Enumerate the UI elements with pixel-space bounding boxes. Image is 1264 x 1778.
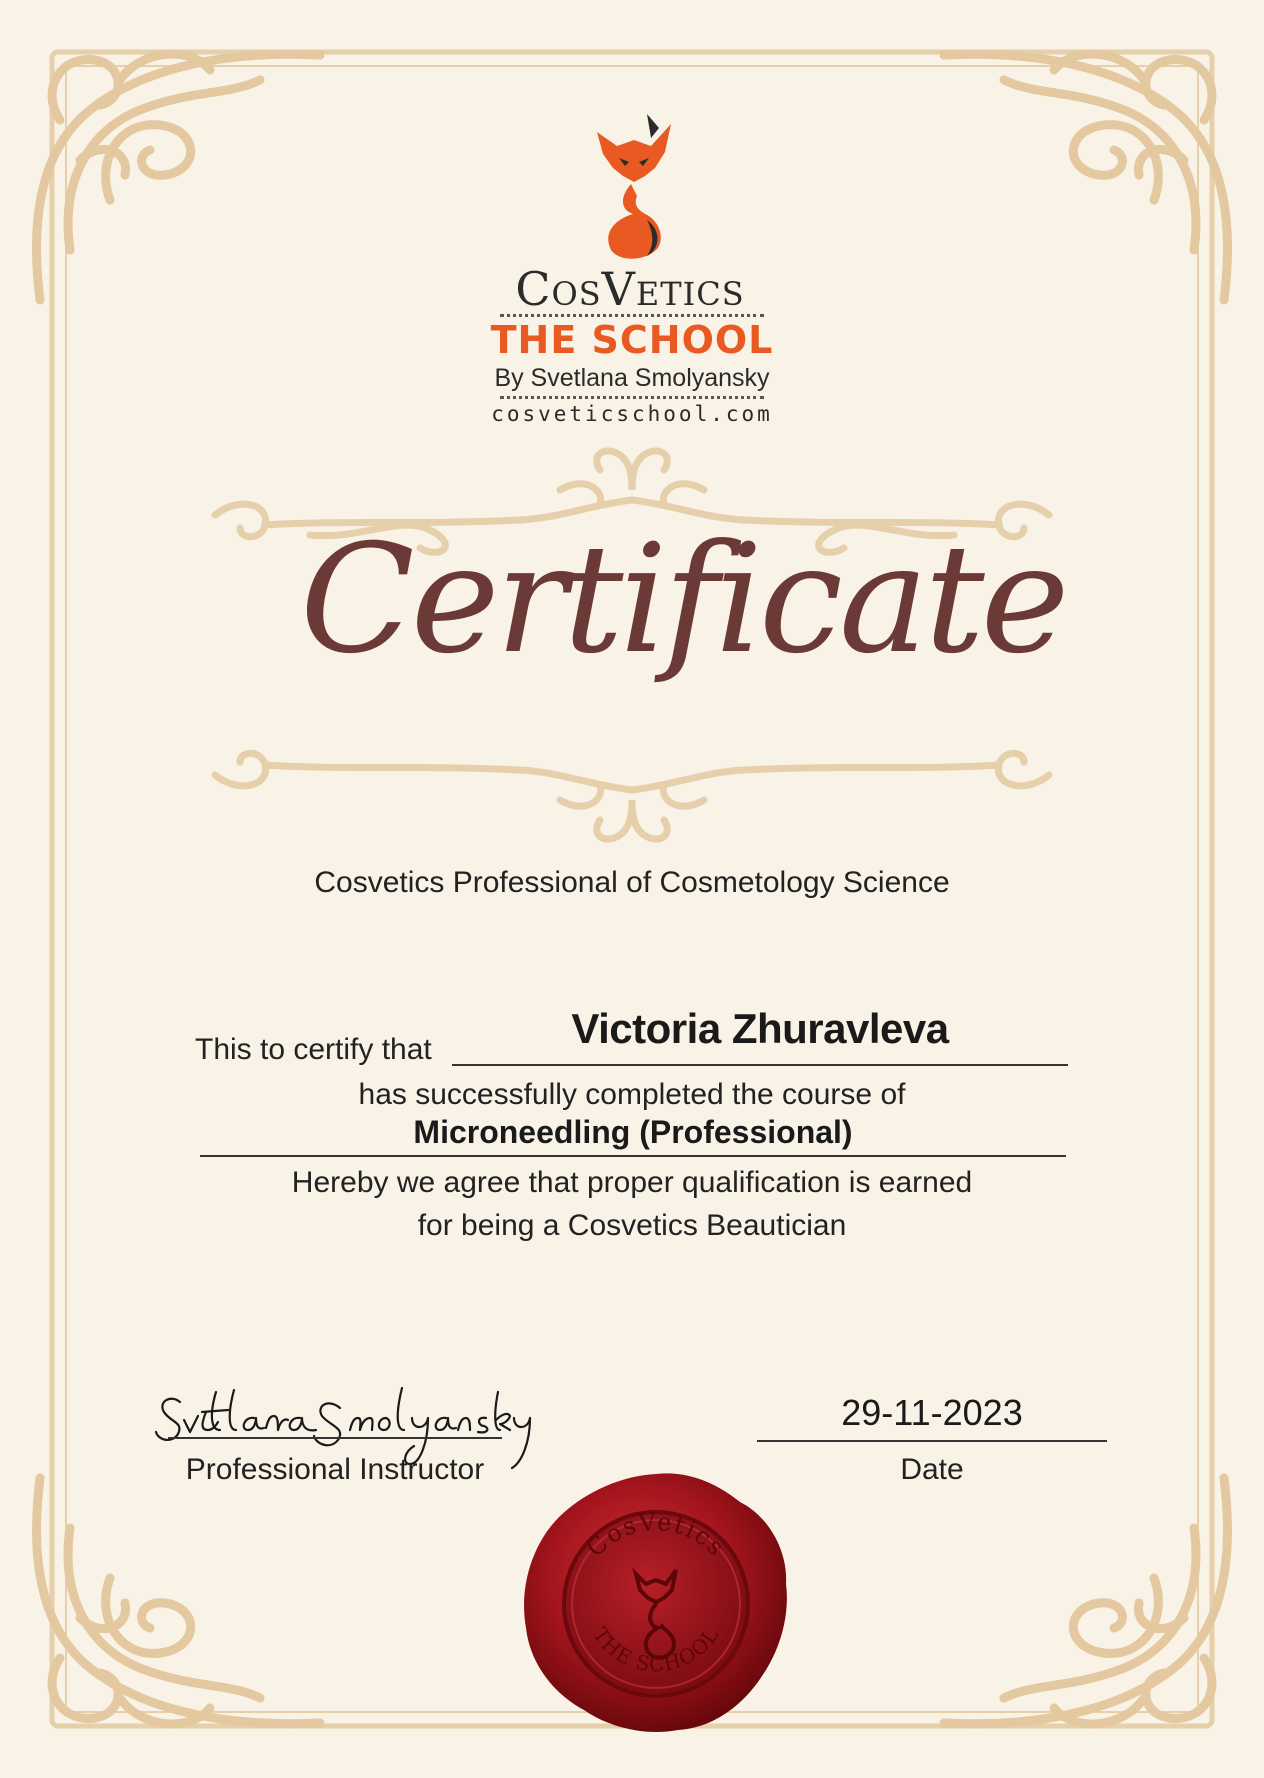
certificate-title: Certificate bbox=[300, 513, 1066, 687]
logo-divider bbox=[500, 314, 764, 317]
logo-divider bbox=[500, 396, 764, 399]
date-underline bbox=[757, 1440, 1107, 1442]
signer-role: Professional Instructor bbox=[185, 1453, 485, 1486]
course-name: Microneedling (Professional) bbox=[413, 1114, 853, 1150]
statement-line-1: Hereby we agree that proper qualification is earned bbox=[291, 1166, 973, 1199]
seal-top-text: CosVetics bbox=[581, 1507, 732, 1563]
logo-byline: By Svetlana Smolyansky bbox=[494, 364, 770, 392]
statement-line-2: for being a Cosvetics Beautician bbox=[417, 1209, 847, 1242]
seal-bottom-text: THE SCHOOL bbox=[588, 1623, 724, 1677]
course-underline bbox=[200, 1155, 1066, 1157]
wax-seal-icon bbox=[518, 1466, 794, 1736]
fox-logo-icon bbox=[589, 110, 679, 260]
logo-website: cosveticschool.com bbox=[491, 402, 773, 426]
signature-underline bbox=[168, 1437, 502, 1439]
certify-label: This to certify that bbox=[195, 1033, 432, 1066]
logo-brand-name: CosVetics bbox=[515, 262, 745, 316]
certificate-subtitle: Cosvetics Professional of Cosmetology Science bbox=[314, 866, 950, 899]
recipient-underline bbox=[452, 1064, 1068, 1066]
logo-school-name: THE SCHOOL bbox=[490, 318, 774, 362]
completed-text: has successfully completed the course of bbox=[358, 1078, 906, 1111]
certificate-date: 29-11-2023 bbox=[841, 1392, 1023, 1433]
recipient-name: Victoria Zhuravleva bbox=[571, 1005, 949, 1052]
date-label: Date bbox=[900, 1453, 964, 1486]
